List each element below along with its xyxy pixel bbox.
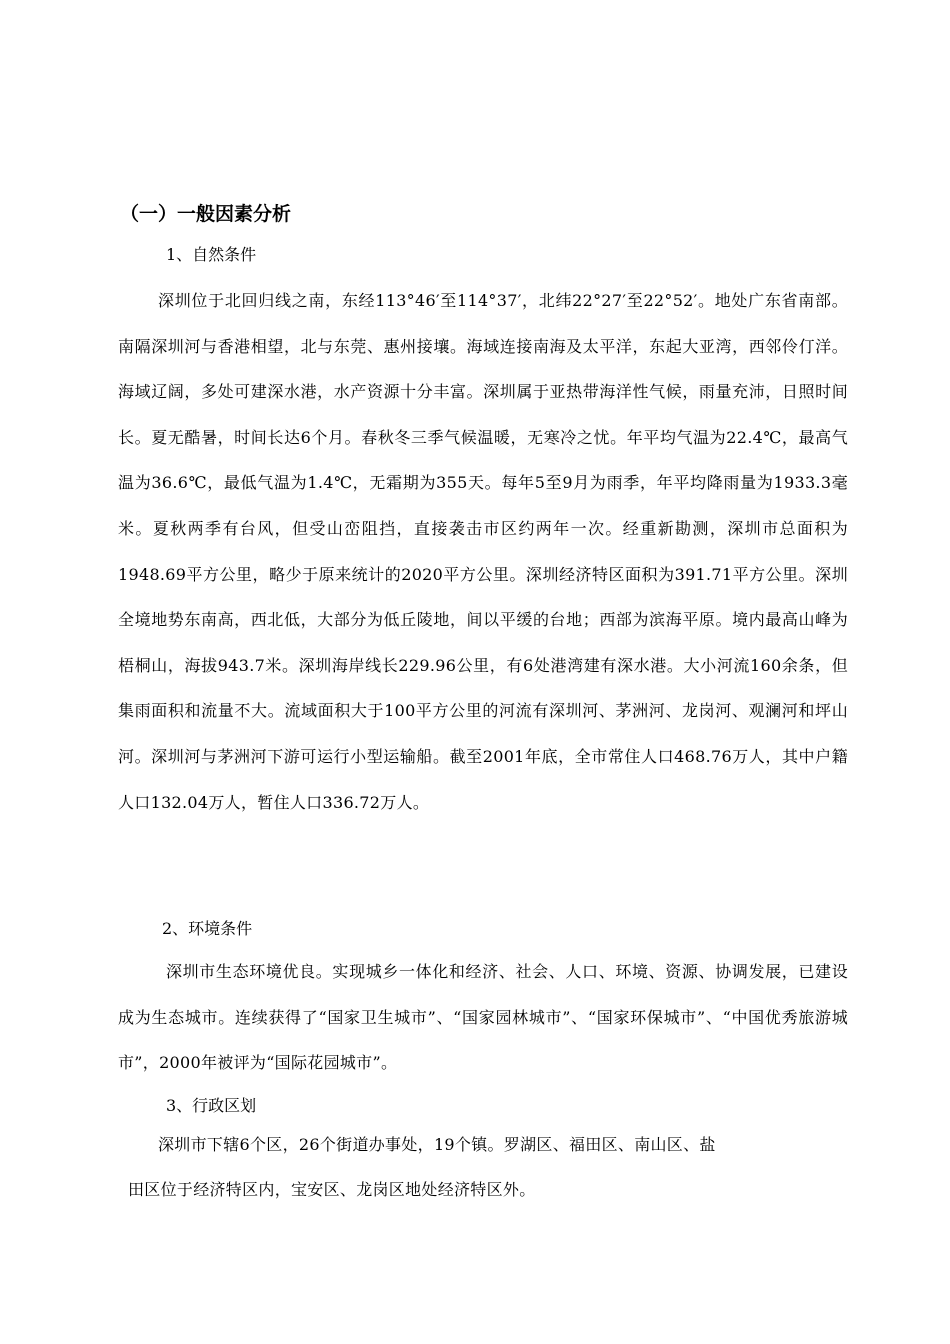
subsection-title-administrative-divisions: 3、行政区划 xyxy=(166,1096,257,1115)
paragraph-natural-conditions: 深圳位于北回归线之南，东经113°46′至114°37′，北纬22°27′至22°52′。地处广东省南部。南隔深圳河与香港相望，北与东莞、惠州接壤。海域连接南海及太平洋，东起大亚湾，西邻伶仃洋。海域辽阔，多处可建深水港，水产资源十分丰富。深圳属于亚热带海洋性气候，雨量充沛，日照时间长。夏无酷暑，时间长达6个月。春秋冬三季气候温暖，无寒冷之忧。年平均气温为22.4℃，最高气温为36.6℃，最低气温为1.4℃，无霜期为355天。每年5至9月为雨季，年平均降雨量为1933.3毫米。夏秋两季有台风，但受山峦阻挡，直接袭击市区约两年一次。经重新勘测，深圳市总面积为1948.69平方公里，略少于原来统计的2020平方公里。深圳经济特区面积为391.71平方公里。深圳全境地势东南高，西北低，大部分为低丘陵地，间以平缓的台地；西部为滨海平原。境内最高山峰为梧桐山，海拔943.7米。深圳海岸线长229.96公里，有6处港湾建有深水港。大小河流160余条，但集雨面积和流量不大。流域面积大于100平方公里的河流有深圳河、茅洲河、龙岗河、观澜河和坪山河。深圳河与茅洲河下游可运行小型运输船。截至2001年底，全市常住人口468.76万人，其中户籍人口132.04万人，暂住人口336.72万人。 xyxy=(118,291,848,812)
section-heading: （一）一般因素分析 xyxy=(120,203,292,225)
paragraph-administrative-divisions-line1: 深圳市下辖6个区，26个街道办事处，19个镇。罗湖区、福田区、南山区、盐 xyxy=(158,1135,716,1154)
paragraph-environment-conditions: 深圳市生态环境优良。实现城乡一体化和经济、社会、人口、环境、资源、协调发展，已建设成为生态城市。连续获得了“国家卫生城市”、“国家园林城市”、“国家环保城市”、“中国优秀旅游城市”，2000年被评为“国际花园城市”。 xyxy=(118,962,848,1073)
subsection-title-environment-conditions: 2、环境条件 xyxy=(162,919,253,938)
subsection-title-natural-conditions: 1、自然条件 xyxy=(166,245,257,264)
paragraph-administrative-divisions-line2: 田区位于经济特区内，宝安区、龙岗区地处经济特区外。 xyxy=(128,1180,536,1199)
